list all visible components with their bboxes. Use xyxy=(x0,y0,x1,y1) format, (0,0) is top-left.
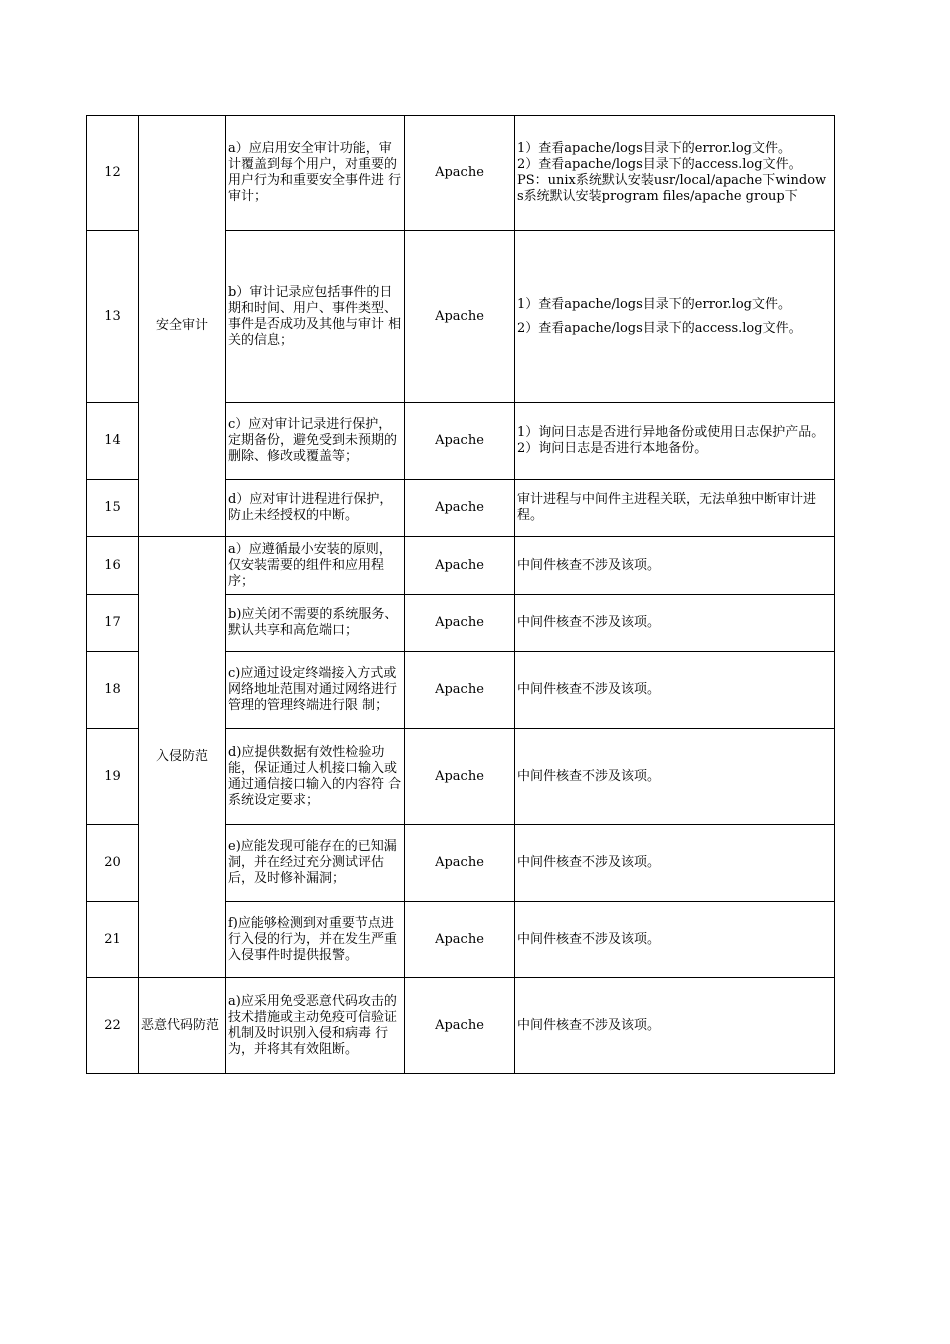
target-cell: Apache xyxy=(405,231,515,403)
row-number: 15 xyxy=(87,480,139,537)
row-number: 14 xyxy=(87,403,139,480)
method-cell: 审计进程与中间件主进程关联，无法单独中断审计进程。 xyxy=(515,480,835,537)
row-number: 21 xyxy=(87,902,139,978)
method-cell: 中间件核查不涉及该项。 xyxy=(515,825,835,902)
requirement-cell: f)应能够检测到对重要节点进行入侵的行为，并在发生严重入侵事件时提供报警。 xyxy=(226,902,405,978)
target-cell: Apache xyxy=(405,480,515,537)
table-row xyxy=(87,978,835,1074)
requirement-cell: c)应通过设定终端接入方式或网络地址范围对通过网络进行管理的管理终端进行限 制； xyxy=(226,652,405,729)
row-number: 16 xyxy=(87,537,139,595)
target-cell: Apache xyxy=(405,978,515,1074)
table-row xyxy=(87,116,835,231)
requirement-cell: c）应对审计记录进行保护，定期备份，避免受到未预期的删除、修改或覆盖等； xyxy=(226,403,405,480)
method-cell xyxy=(515,403,835,480)
method-cell xyxy=(515,116,835,231)
category-cell: 入侵防范 xyxy=(139,537,226,978)
target-cell: Apache xyxy=(405,537,515,595)
method-line: 1）查看apache/logs目录下的error.log文件。 xyxy=(517,296,791,312)
category-cell: 安全审计 xyxy=(139,116,226,537)
row-number: 20 xyxy=(87,825,139,902)
requirement-cell: a)应采用免受恶意代码攻击的技术措施或主动免疫可信验证机制及时识别入侵和病毒 行为，并将其有效阻断。 xyxy=(226,978,405,1074)
requirement-cell: d)应提供数据有效性检验功能，保证通过人机接口输入或通过通信接口输入的内容符 合系统设定要求； xyxy=(226,729,405,825)
row-number: 17 xyxy=(87,595,139,652)
row-number: 12 xyxy=(87,116,139,231)
target-cell: Apache xyxy=(405,652,515,729)
row-number: 13 xyxy=(87,231,139,403)
method-cell: 中间件核查不涉及该项。 xyxy=(515,537,835,595)
method-cell: 中间件核查不涉及该项。 xyxy=(515,902,835,978)
row-number: 19 xyxy=(87,729,139,825)
category-cell: 恶意代码防范 xyxy=(139,978,226,1074)
evaluation-table xyxy=(86,115,835,1074)
row-number: 22 xyxy=(87,978,139,1074)
method-line: PS：unix系统默认安装usr/local/apache下windows系统默认安装program files/apache group下 xyxy=(517,173,827,204)
method-line: 2）查看apache/logs目录下的access.log文件。 xyxy=(517,157,802,172)
target-cell: Apache xyxy=(405,116,515,231)
method-cell: 中间件核查不涉及该项。 xyxy=(515,978,835,1074)
target-cell: Apache xyxy=(405,902,515,978)
method-cell xyxy=(515,231,835,403)
method-line: 2）查看apache/logs目录下的access.log文件。 xyxy=(517,320,802,336)
requirement-cell: b)应关闭不需要的系统服务、默认共享和高危端口； xyxy=(226,595,405,652)
row-number: 18 xyxy=(87,652,139,729)
method-line: 1）查看apache/logs目录下的error.log文件。 xyxy=(517,141,791,156)
requirement-cell: a）应遵循最小安装的原则，仅安装需要的组件和应用程序； xyxy=(226,537,405,595)
target-cell: Apache xyxy=(405,595,515,652)
requirement-cell: d）应对审计进程进行保护，防止未经授权的中断。 xyxy=(226,480,405,537)
method-cell: 中间件核查不涉及该项。 xyxy=(515,595,835,652)
method-cell: 中间件核查不涉及该项。 xyxy=(515,729,835,825)
method-cell: 中间件核查不涉及该项。 xyxy=(515,652,835,729)
table-row xyxy=(87,537,835,595)
target-cell: Apache xyxy=(405,729,515,825)
method-line: 1）询问日志是否进行异地备份或使用日志保护产品。 xyxy=(517,425,825,440)
target-cell: Apache xyxy=(405,403,515,480)
requirement-cell: a）应启用安全审计功能，审计覆盖到每个用户，对重要的用户行为和重要安全事件进 行审计； xyxy=(226,116,405,231)
requirement-cell: e)应能发现可能存在的已知漏洞，并在经过充分测试评估后，及时修补漏洞； xyxy=(226,825,405,902)
method-line: 2）询问日志是否进行本地备份。 xyxy=(517,441,708,456)
target-cell: Apache xyxy=(405,825,515,902)
requirement-cell: b）审计记录应包括事件的日期和时间、用户、事件类型、事件是否成功及其他与审计 相关的信息； xyxy=(226,231,405,403)
